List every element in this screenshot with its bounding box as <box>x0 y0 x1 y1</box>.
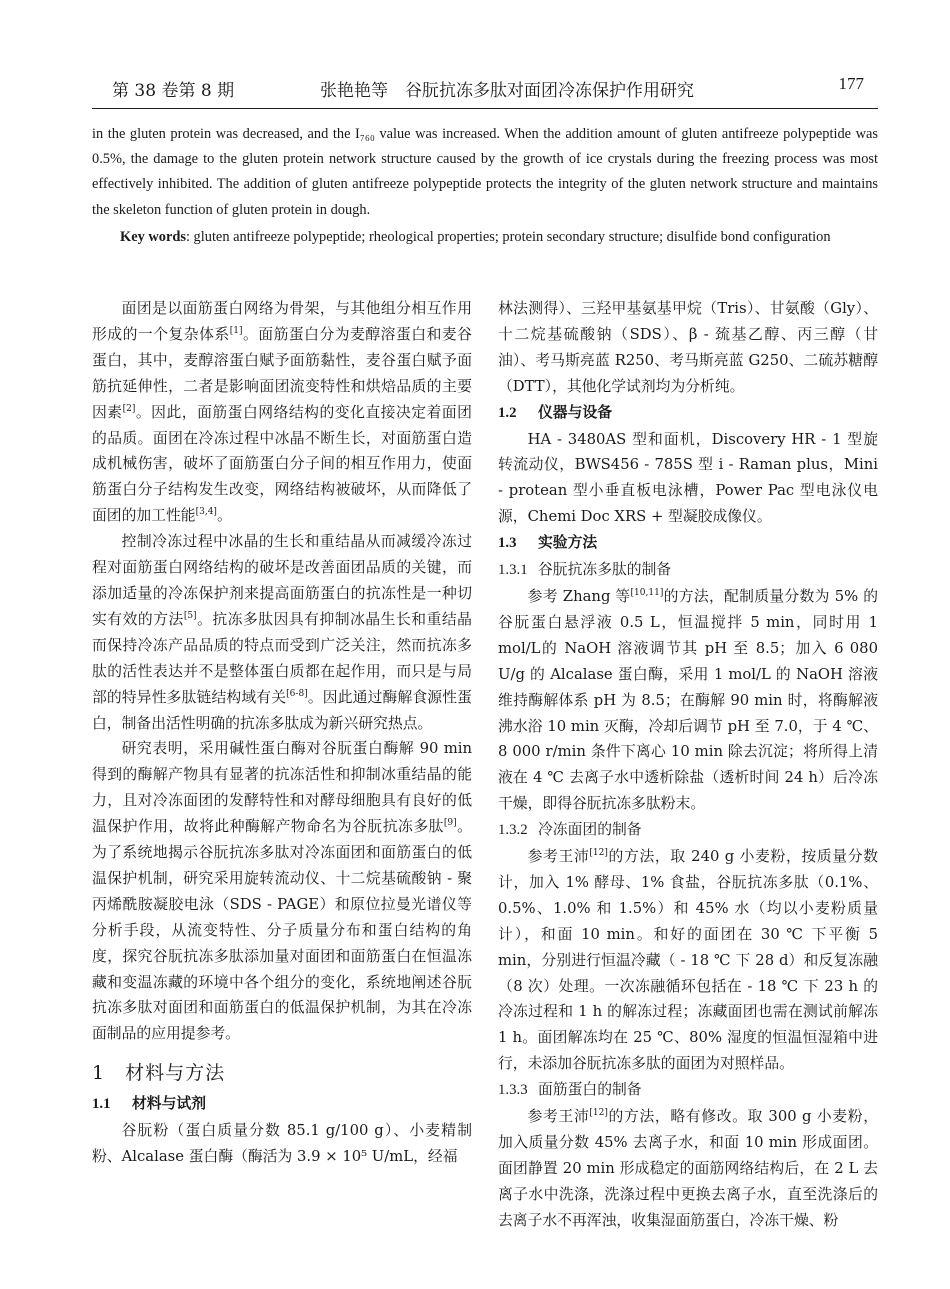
method-paragraph-2: 参考王沛[12]的方法，取 240 g 小麦粉，按质量分数计，加入 1% 酵母、1% 食盐，谷朊抗冻多肽（0.1%、0.5%、1.0% 和 1.5%）和 45% 水（均以小麦粉质量计），和面 10 min。和好的面团在 30 ℃ 下平衡 5 min，分别进行恒温冷藏（ - 18 ℃ 下 28 d）和反复冻融（8 次）处理。一次冻融循环包括在 - 18 ℃ 下 23 h 的冷冻过程和 1 h 的解冻过程；冻藏面团也需在测试前解冻1 h。面团解冻均在 25 ℃、80% 湿度的恒温恒湿箱中进行，未添加谷朊抗冻多肽的面团为对照样品。 <box>498 848 878 1073</box>
abstract-continuation <box>92 122 878 250</box>
running-title: 张艳艳等 谷朊抗冻多肽对面团冷冻保护作用研究 <box>320 81 694 101</box>
keywords-list: : gluten antifreeze polypeptide; rheological properties; protein secondary structure; disulfide bond configuration <box>185 228 831 245</box>
abstract-text: in the gluten protein was decreased, and the I₇₆₀ value was increased. When the addition amount of gluten antifreeze polypeptide was 0.5%, the damage to the gluten protein network structure caused by the growth of ice crystals during the freezing process was most effectively inhibited. The addition of gluten antifreeze polypeptide protects the integrity of the gluten network structure and maintains the skeleton function of gluten protein in dough. <box>92 126 878 218</box>
citation: [1] <box>229 325 243 336</box>
right-column <box>498 296 878 1234</box>
equipment-paragraph: HA - 3480AS 型和面机，Discovery HR - 1 型旋转流动仪，BWS456 - 785S 型 i - Raman plus，Mini - protean 型小垂直板电泳槽，Power Pac 型电泳仪电源，Chemi Doc XRS + 型凝胶成像仪。 <box>498 430 878 526</box>
citation: [3,4] <box>195 507 217 518</box>
running-header <box>0 72 950 108</box>
citation: [6-8] <box>286 688 308 699</box>
citation: [9] <box>443 818 457 829</box>
citation: [12] <box>589 1108 608 1119</box>
method-paragraph-3: 参考王沛[12]的方法，略有修改。取 300 g 小麦粉，加入质量分数 45% 去离子水，和面 10 min 形成面团。面团静置 20 min 形成稳定的面筋网络结构后，在 2 L 去离子水中洗涤，洗涤过程中更换去离子水，直至洗涤后的去离子水不再浑浊，收集湿面筋蛋白，冷冻干燥、粉 <box>498 1108 878 1229</box>
section-heading-1-2: 1.2 仪器与设备 <box>498 403 612 421</box>
left-column <box>92 296 472 1170</box>
page-number: 177 <box>838 74 864 93</box>
keywords <box>92 225 878 250</box>
section-heading-1-3: 1.3 实验方法 <box>498 534 598 552</box>
header-rule <box>92 108 878 109</box>
section-heading-1-1: 1.1 材料与试剂 <box>92 1095 206 1113</box>
citation: [10,11] <box>630 587 664 598</box>
section-heading-1: 1 材料与方法 <box>92 1062 226 1085</box>
section-heading-1-3-1: 1.3.1 谷朊抗冻多肽的制备 <box>498 561 672 579</box>
intro-paragraph-1: 面团是以面筋蛋白网络为骨架，与其他组分相互作用形成的一个复杂体系[1]。面筋蛋白分为麦醇溶蛋白和麦谷蛋白，其中，麦醇溶蛋白赋予面筋黏性，麦谷蛋白赋予面筋抗延伸性，二者是影响面团流变特性和烘焙品质的主要因素[2]。因此，面筋蛋白网络结构的变化直接决定着面团的品质。面团在冷冻过程中冰晶不断生长，对面筋蛋白造成机械伤害，破坏了面筋蛋白分子间的相互作用力，使面筋蛋白分子结构发生改变，网络结构被破坏，从而降低了面团的加工性能[3,4]。 <box>92 300 472 525</box>
citation: [5] <box>183 610 197 621</box>
section-heading-1-3-3: 1.3.3 面筋蛋白的制备 <box>498 1081 642 1099</box>
intro-paragraph-3: 研究表明，采用碱性蛋白酶对谷朊蛋白酶解 90 min 得到的酶解产物具有显著的抗冻活性和抑制冰重结晶的能力，且对冷冻面团的发酵特性和对酵母细胞具有良好的低温保护作用，故将此种酶解产物命名为谷朊抗冻多肽[9]。为了系统地揭示谷朊抗冻多肽对冷冻面团和面筋蛋白的低温保护机制，研究采用旋转流动仪、十二烷基硫酸钠 - 聚丙烯酰胺凝胶电泳（SDS - PAGE）和原位拉曼光谱仪等分析手段，从流变特性、分子质量分布和蛋白结构的角度，探究谷朊抗冻多肽添加量对面团和面筋蛋白在恒温冻藏和变温冻藏的环境中各个组分的变化，系统地阐述谷朊抗冻多肽对面团和面筋蛋白的低温保护机制，为其在冷冻面制品的应用提参考。 <box>92 740 472 1043</box>
citation: [12] <box>589 848 608 859</box>
citation: [2] <box>122 403 136 414</box>
materials-paragraph-cont: 林法测得）、三羟甲基氨基甲烷（Tris）、甘氨酸（Gly）、十二烷基硫酸钠（SDS）、β - 巯基乙醇、丙三醇（甘油）、考马斯亮蓝 R250、考马斯亮蓝 G250、二硫苏糖醇（DTT），其他化学试剂均为分析纯。 <box>498 300 878 395</box>
intro-paragraph-2: 控制冷冻过程中冰晶的生长和重结晶从而减缓冷冻过程对面筋蛋白网络结构的破坏是改善面团品质的关键，而添加适量的冷冻保护剂来提高面筋蛋白的抗冻性是一种切实有效的方法[5]。抗冻多肽因具有抑制冰晶生长和重结晶而保持冷冻产品品质的特点而受到广泛关注，然而抗冻多肽的活性表达并不是整体蛋白质都在起作用，而只是与局部的特异性多肽链结构域有关[6-8]。因此通过酶解食源性蛋白，制备出活性明确的抗冻多肽成为新兴研究热点。 <box>92 533 472 732</box>
method-paragraph-1: 参考 Zhang 等[10,11]的方法，配制质量分数为 5% 的谷朊蛋白悬浮液 0.5 L，恒温搅拌 5 min，同时用 1 mol/L的 NaOH 溶液调节其 pH 至 8.5；加入 6 080 U/g 的 Alcalase 蛋白酶，采用 1 mol/L 的 NaOH 溶液维持酶解体系 pH 为 8.5；在酶解 90 min 时，将酶解液沸水浴 10 min 灭酶，冷却后调节 pH 至 7.0，于 4 ℃、8 000 r/min 条件下离心 10 min 除去沉淀；将所得上清液在 4 ℃ 去离子水中透析除盐（透析时间 24 h）后冷冻干燥，即得谷朊抗冻多肽粉末。 <box>498 587 879 813</box>
section-heading-1-3-2: 1.3.2 冷冻面团的制备 <box>498 821 642 839</box>
journal-volume: 第 38 卷第 8 期 <box>112 81 235 101</box>
materials-paragraph: 谷朊粉（蛋白质量分数 85.1 g/100 g）、小麦精制粉、Alcalase 蛋白酶（酶活为 3.9 × 10⁵ U/mL，经福 <box>92 1122 472 1165</box>
keywords-label: Key words <box>120 228 186 245</box>
